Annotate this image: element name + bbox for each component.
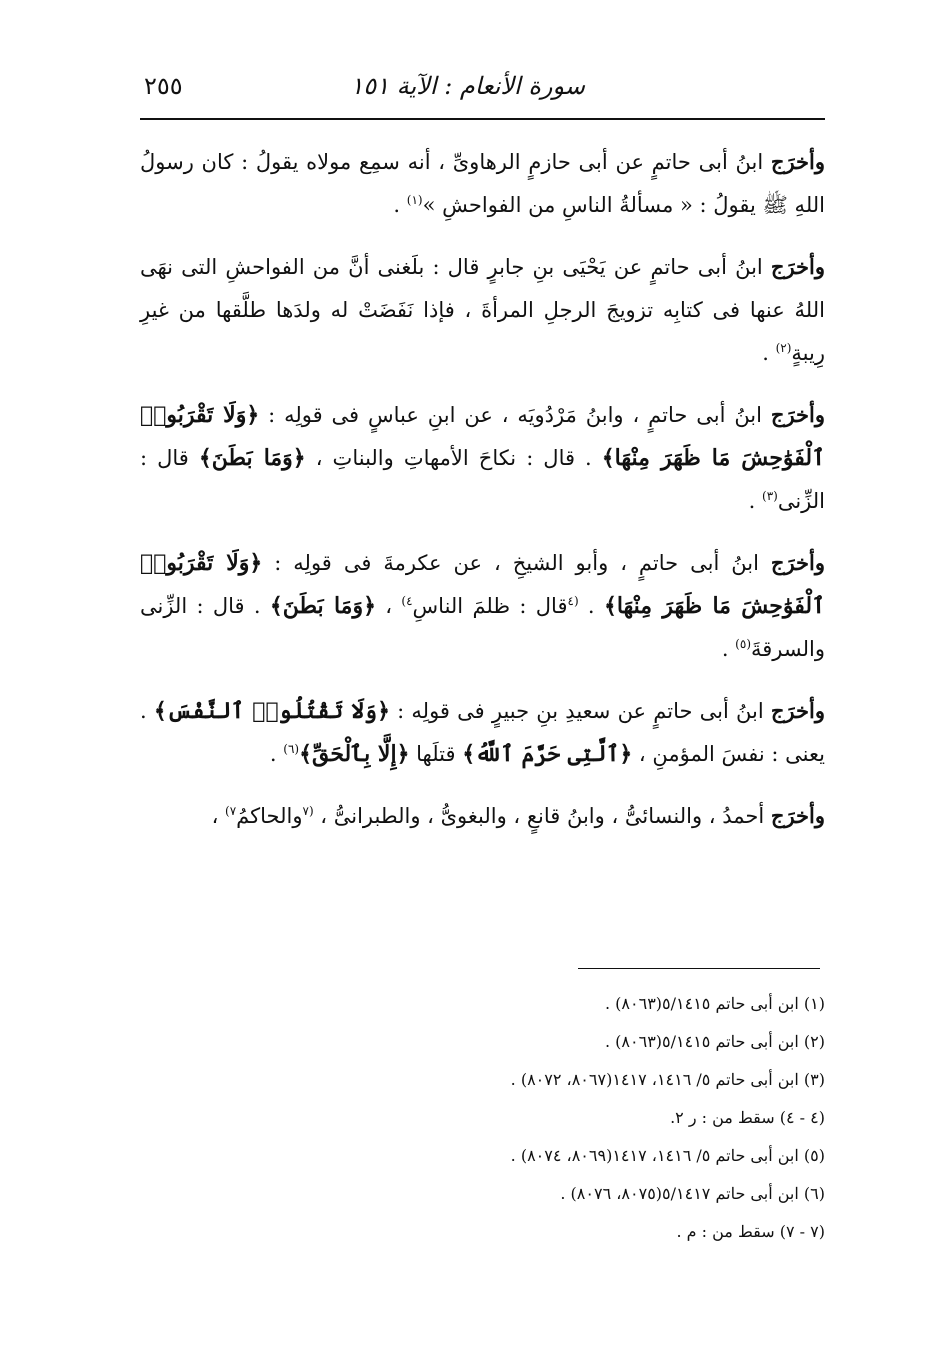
footnote-marker: (٣) bbox=[762, 489, 778, 503]
paragraph bbox=[140, 794, 825, 838]
quran-verse: ﴿إِلَّا بِٱلْحَقِّ﴾ bbox=[299, 741, 410, 767]
quran-verse: ﴿وَمَا بَطَنَ﴾ bbox=[269, 593, 376, 619]
footnote-entry: (٦) ابن أبى حاتم ٥/١٤١٧(٨٠٧٥، ٨٠٧٦) . bbox=[560, 1184, 825, 1203]
quran-verse: ﴿وَلَا تَقْتُلُوا۟ ٱلنَّفْسَ﴾ bbox=[153, 698, 390, 724]
footnote-divider bbox=[578, 968, 820, 969]
quran-verse: ﴿وَلَا تَقْرَبُوا۟ ٱلْفَوَٰحِشَ مَا ظَهَرَ مِنْهَا﴾ bbox=[140, 550, 825, 619]
text-run: قال : ظلمَ الناسِ bbox=[412, 594, 568, 618]
text-run: . bbox=[578, 594, 604, 618]
header-divider bbox=[140, 118, 825, 120]
quran-verse: ﴿وَلَا تَقْرَبُوا۟ ٱلْفَوَٰحِشَ مَا ظَهَرَ مِنْهَا﴾ bbox=[140, 402, 826, 471]
text-run: ابنُ أبى حاتمٍ عن يَحْيَى بنِ جابرٍ قال : بلَغنى أنَّ من الفواحشِ التى نهَى اللهُ عنها فى كتابِه تزويجَ الرجلِ المرأةَ ، فإذا نَفَضَتْ له ولدَها طلَّقها من غيرِ رِيبةٍ bbox=[140, 255, 825, 365]
footnote-entry: (٢) ابن أبى حاتم ٥/١٤١٥(٨٠٦٣) . bbox=[604, 1032, 825, 1051]
footnote-entry: (٥) ابن أبى حاتم ٥/ ١٤١٦، ١٤١٧(٨٠٦٩، ٨٠٧٤) . bbox=[510, 1146, 825, 1165]
quran-verse: ﴿وَمَا بَطَنَ﴾ bbox=[198, 445, 306, 471]
text-run: . bbox=[748, 489, 762, 513]
paragraph-lead-word: وأخرَج bbox=[770, 149, 825, 174]
footnote-entry: (٧ - ٧) سقط من : م . bbox=[676, 1222, 825, 1241]
text-run: ابنُ أبى حاتمٍ عن سعيدِ بنِ جبيرٍ فى قولِه : bbox=[389, 699, 771, 723]
text-run: ، bbox=[375, 594, 402, 618]
footnote-marker: ٤) bbox=[401, 594, 413, 608]
main-text bbox=[140, 140, 825, 856]
footnote-entry: (٤ - ٤) سقط من : ر ٢. bbox=[670, 1108, 825, 1127]
text-run: . قال : نكاحَ الأمهاتِ والبناتِ ، bbox=[305, 446, 602, 470]
paragraph-lead-word: وأخرَج bbox=[770, 402, 825, 427]
paragraph-lead-word: وأخرَج bbox=[770, 698, 825, 723]
text-run: . يعنى : نفسَ المؤمنِ ، bbox=[140, 699, 825, 766]
text-run: . bbox=[762, 341, 776, 365]
footnote-marker: (٥) bbox=[735, 637, 751, 651]
paragraph bbox=[140, 245, 825, 375]
text-run: ابنُ أبى حاتمٍ ، وابنُ مَرْدُويَه ، عن ابنِ عباسٍ فى قولِه : bbox=[259, 403, 771, 427]
footnote-entry: (٣) ابن أبى حاتم ٥/ ١٤١٦، ١٤١٧(٨٠٦٧، ٨٠٧٢) . bbox=[510, 1070, 825, 1089]
text-run: قال : الزِّنى bbox=[140, 446, 825, 513]
running-header bbox=[140, 62, 825, 112]
text-run: . قال : الزِّنى والسرقةَ bbox=[140, 594, 825, 661]
paragraph-lead-word: وأخرَج bbox=[770, 254, 825, 279]
text-run: والحاكمُ bbox=[236, 804, 303, 828]
text-run: قتلَها bbox=[409, 742, 463, 766]
footnote-marker: (٦) bbox=[283, 742, 300, 756]
footnote-marker: (٧ bbox=[302, 804, 314, 818]
paragraph bbox=[140, 689, 825, 776]
paragraph bbox=[140, 541, 825, 671]
page-number: ٢٥٥ bbox=[144, 72, 183, 100]
text-run: . bbox=[721, 637, 736, 661]
text-run: . bbox=[269, 742, 284, 766]
paragraph-lead-word: وأخرَج bbox=[770, 803, 825, 828]
footnotes bbox=[140, 985, 825, 1251]
text-run: أحمدُ ، والنسائىُّ ، وابنُ قانعٍ ، والبغوىُّ ، والطبرانىُّ ، bbox=[313, 804, 771, 828]
text-run: ابنُ أبى حاتمٍ ، وأبو الشيخِ ، عن عكرمةَ فى قولِه : bbox=[262, 551, 771, 575]
footnote-marker: (٤ bbox=[567, 594, 579, 608]
quran-verse: ﴿ٱلَّتِى حَرَّمَ ٱللَّهُ﴾ bbox=[462, 741, 633, 767]
text-run: ابنُ أبى حاتمٍ عن أبى حازمٍ الرهاوىِّ ، أنه سمِع مولاه يقولُ : كان رسولُ اللهِ ﷺ يقولُ : « مسألةُ الناسِ من الفواحشِ » bbox=[140, 150, 825, 217]
footnote-entry: (١) ابن أبى حاتم ٥/١٤١٥(٨٠٦٣) . bbox=[604, 994, 825, 1013]
footnote-marker: ٧) bbox=[225, 804, 237, 818]
footnote-marker: (٢) bbox=[775, 341, 792, 355]
text-run: . bbox=[393, 193, 407, 217]
paragraph bbox=[140, 140, 825, 227]
text-run: ، bbox=[211, 804, 226, 828]
paragraph-lead-word: وأخرَج bbox=[770, 550, 825, 575]
footnote-marker: (١) bbox=[406, 193, 423, 207]
surah-verse-title: سورة الأنعام : الآية ١٥١ bbox=[350, 72, 585, 100]
paragraph bbox=[140, 393, 825, 523]
